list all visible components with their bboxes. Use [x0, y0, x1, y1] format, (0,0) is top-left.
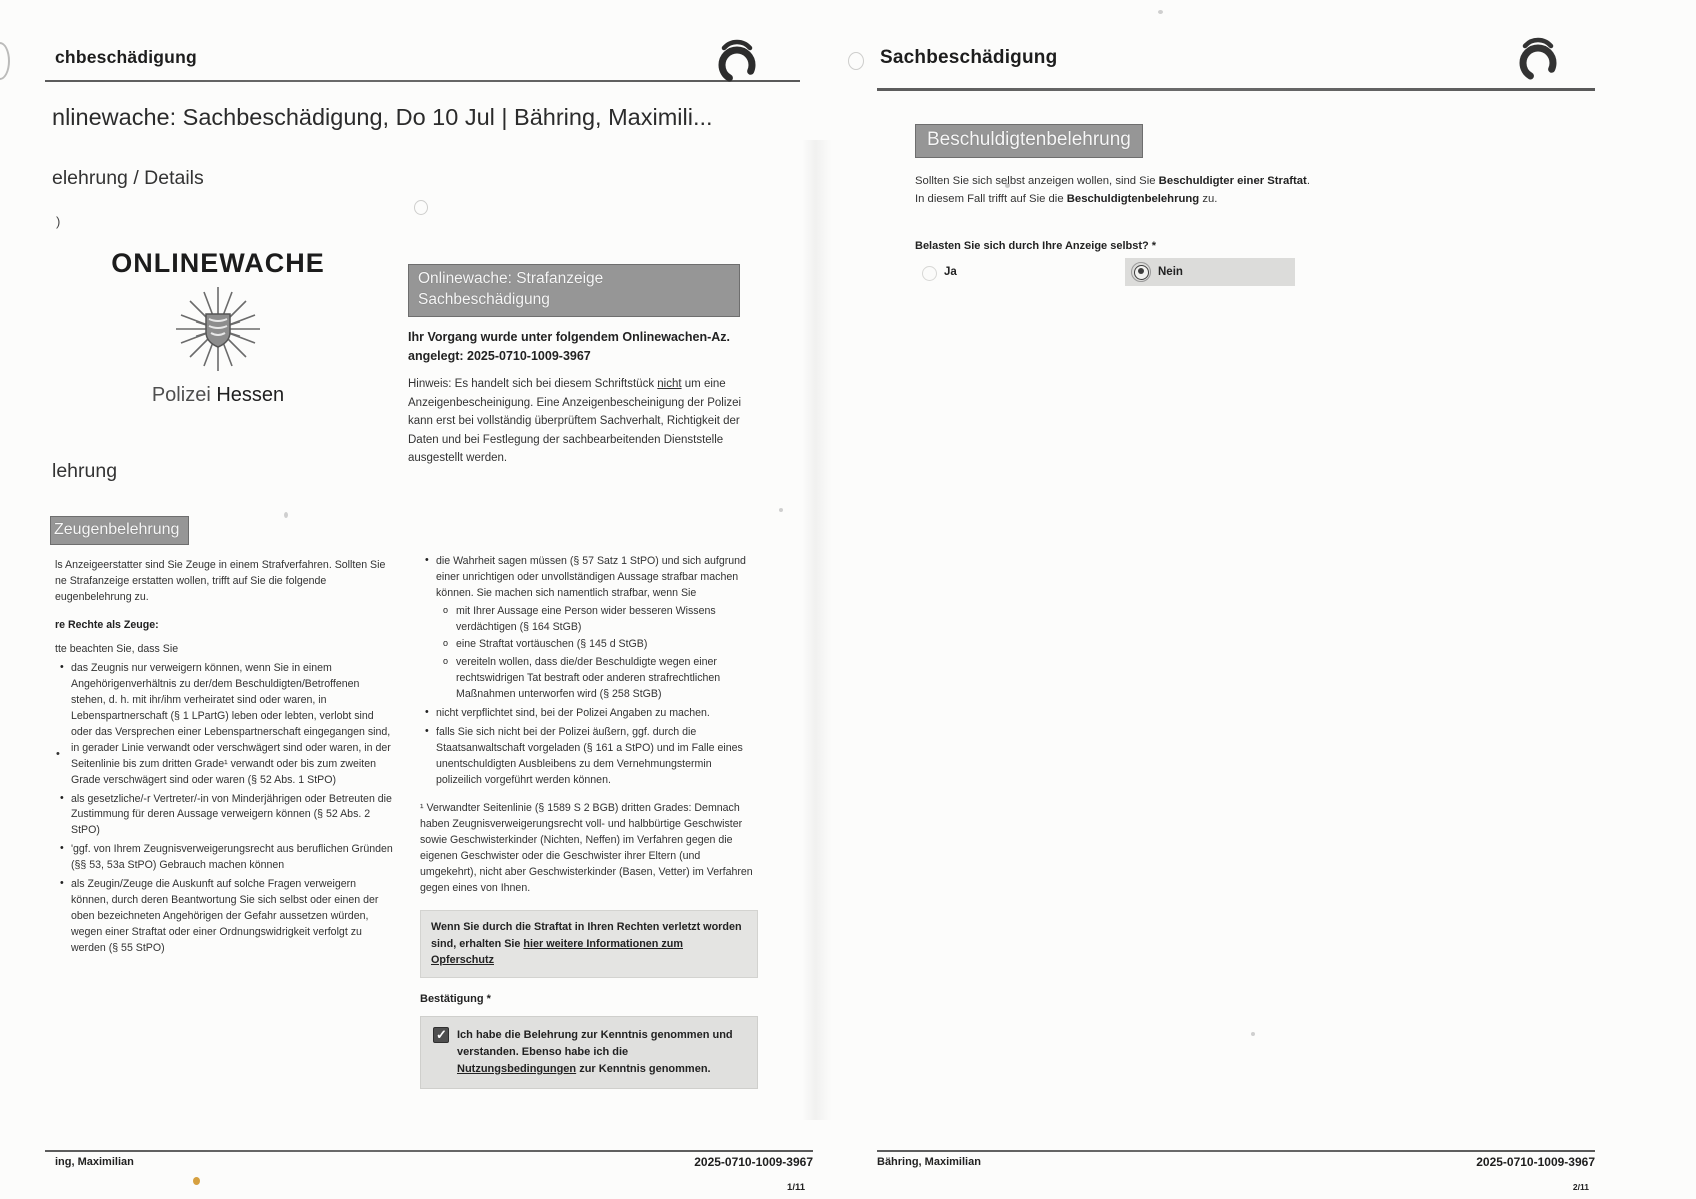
- bullet-item: • das Zeugnis nur verweigern können, wenn Sie in einem Angehörigenverhältnis zu der/dem Beschuldigten/Betroffenen stehen, d. h. mit ihr/ihm verheiratet sind oder waren, in Lebenspartnerschaft (§ 1 LPartG) leben oder lebten, verlobt sind oder das Versprechen einer Lebenspartnerschaft eingegangen sind, in gerader Linie verwandt oder verschwägert sind oder waren, in der Seitenlinie bis zum dritten Grade¹ verwandt oder bis zum zweiten Grade verschwägert sind oder waren (§ 52 Abs. 1 StPO): [71, 661, 395, 788]
- rights-heading: re Rechte als Zeuge:: [55, 618, 159, 631]
- accused-paragraph: Sollten Sie sich selbst anzeigen wollen, sind Sie Beschuldigter einer Straftat. In diesem Fall trifft auf Sie die Beschuldigtenbelehrung zu.: [915, 175, 1310, 206]
- breadcrumb-belehrung-details: elehrung / Details: [52, 167, 204, 189]
- witness-intro-line: ne Strafanzeige erstatten wollen, trifft auf Sie die folgende: [55, 574, 327, 587]
- sub-bullet-item: o vereiteln wollen, dass die/der Beschuldigte wegen einer rechtswidrigen Tat bestraft oder anderen strafrechtlichen Maßnahmen unterworfen wird (§ 258 StGB): [456, 655, 758, 703]
- radio-ja-label[interactable]: Ja: [944, 266, 957, 278]
- confirmation-box: [420, 1016, 758, 1089]
- sub-bullet-list: [436, 604, 758, 703]
- onlinewache-ring-icon: [1515, 34, 1561, 87]
- police-star-icon: [98, 281, 338, 382]
- note-line: tte beachten Sie, dass Sie: [55, 642, 179, 655]
- confirmation-text: Ich habe die Belehrung zur Kenntnis genommen und verstanden. Ebenso habe ich die Nutzungsbedingungen zur Kenntnis genommen.: [457, 1028, 733, 1075]
- radio-ja[interactable]: [922, 266, 937, 281]
- underlined-nicht: nicht: [657, 378, 682, 391]
- footnote-seitenlinie: ¹ Verwandter Seitenlinie (§ 1589 S 2 BGB) dritten Grades: Demnach haben Zeugnisverweigerungsrecht voll- und halbbürtige Geschwister sowie Geschwisterkinder (Nichten, Neffen) im Verfahren gegen die eigenen Geschwister oder die Geschwister ihrer Eltern (und umgekehrt), nicht aber Geschwisterkinder (Basen, Vetter) im Verfahren gegen eines von Ihnen.: [420, 802, 753, 894]
- witness-right-column: [420, 554, 758, 1089]
- terms-link[interactable]: Nutzungsbedingungen: [457, 1062, 577, 1075]
- radio-nein-group[interactable]: [1125, 258, 1295, 286]
- page-1: [0, 0, 820, 1199]
- witness-section-badge: Zeugenbelehrung: [50, 516, 189, 545]
- hint-paragraph: Hinweis: Es handelt sich bei diesem Schriftstück nicht um eine Anzeigenbescheinigung. Eine Anzeigenbescheinigung der Polizei kann erst bei vollständig überprüftem Sachverhalt, Richtigkeit der Daten und bei Festlegung der sachbearbeitenden Dienststelle ausgestellt werden.: [408, 378, 742, 464]
- case-title-badge: Onlinewache: Strafanzeige Sachbeschädigung: [408, 264, 740, 317]
- radio-nein-label[interactable]: Nein: [1158, 266, 1183, 278]
- footer-name: ing, Maximilian: [55, 1156, 134, 1168]
- sub-bullet-item: o eine Straftat vortäuschen (§ 145 d StGB): [456, 637, 758, 653]
- footer-name: Bähring, Maximilian: [877, 1156, 981, 1168]
- witness-left-column: [55, 558, 395, 959]
- page-2: [830, 0, 1696, 1199]
- onlinewache-ring-icon: [714, 36, 760, 89]
- brand-org: Polizei Hessen: [151, 384, 285, 406]
- stray-bullet: •: [56, 748, 60, 760]
- witness-right-bullet-list: [420, 554, 758, 788]
- case-reference: Ihr Vorgang wurde unter folgendem Onlinewachen-Az. angelegt: 2025-0710-1009-3967: [408, 329, 731, 363]
- header-rule: [45, 80, 800, 82]
- self-incrimination-question: Belasten Sie sich durch Ihre Anzeige selbst? *: [915, 240, 1157, 252]
- page-1-running-header: chbeschädigung: [55, 47, 197, 67]
- footer-case-number: 2025-0710-1009-3967: [1476, 1155, 1595, 1169]
- sub-bullet-item: o mit Ihrer Aussage eine Person wider besseren Wissens verdächtigen (§ 164 StGB): [456, 604, 758, 636]
- bullet-item: • als Zeugin/Zeuge die Auskunft auf solche Fragen verweigern können, durch deren Beantwortung Sie sich selbst oder einen der oben bezeichneten Angehörigen der Gefahr aussetzen würden, wegen einer Straftat oder einer Ordnungswidrigkeit verfolgt zu werden (§ 55 StPO): [71, 877, 395, 956]
- witness-intro-line: ls Anzeigeerstatter sind Sie Zeuge in einem Strafverfahren. Sollten Sie: [55, 559, 386, 571]
- section-heading-belehrung: lehrung: [52, 460, 118, 482]
- radio-nein-selected-icon[interactable]: [1134, 265, 1149, 280]
- stray-character: ): [56, 214, 61, 229]
- header-rule: [877, 88, 1595, 91]
- page-2-running-header: Sachbeschädigung: [880, 47, 1058, 68]
- victim-info-box: Wenn Sie durch die Straftat in Ihren Rechten verletzt worden sind, erhalten Sie hier weitere Informationen zum Opferschutz: [420, 910, 758, 978]
- bullet-item: • als gesetzliche/-r Vertreter/-in von Minderjährigen oder Betreuten die Zustimmung für deren Aussage verweigern können (§ 52 Abs. 2 StPO): [71, 792, 395, 840]
- witness-intro-line: eugenbelehrung zu.: [55, 590, 149, 603]
- footer-page-number: 2/11: [1572, 1182, 1589, 1192]
- footer-case-number: 2025-0710-1009-3967: [694, 1155, 813, 1169]
- case-column: [408, 264, 740, 467]
- witness-left-bullet-list: [55, 661, 395, 956]
- document-title: nlinewache: Sachbeschädigung, Do 10 Jul | Bähring, Maximili...: [52, 104, 713, 130]
- polizei-hessen-logo: [98, 248, 338, 407]
- bullet-item: • falls Sie sich nicht bei der Polizei äußern, ggf. durch die Staatsanwaltschaft vorgeladen (§ 161 a StPO) und im Falle eines unentschuldigten Ausbleibens zu dem Vernehmungstermin polizeilich vorgeführt werden können.: [436, 725, 758, 789]
- accused-section-badge: Beschuldigtenbelehrung: [915, 124, 1143, 158]
- confirmation-label: Bestätigung *: [420, 993, 491, 1006]
- bullet-item: • 'ggf. von Ihrem Zeugnisverweigerungsrecht aus beruflichen Gründen (§§ 53, 53a StPO) Gebrauch machen können: [71, 842, 395, 874]
- footer-page-number: 1/11: [787, 1182, 805, 1193]
- brand-wordmark: ONLINEWACHE: [111, 248, 325, 278]
- bullet-item: • nicht verpflichtet sind, bei der Polizei Angaben zu machen.: [436, 706, 758, 722]
- checked-checkbox-icon[interactable]: [433, 1027, 449, 1043]
- footer-rule: [45, 1150, 813, 1152]
- footer-rule: [877, 1150, 1595, 1152]
- bullet-item: • die Wahrheit sagen müssen (§ 57 Satz 1 StPO) und sich aufgrund einer unrichtigen oder unvollständigen Aussage strafbar machen können. Sie machen sich namentlich strafbar, wenn Sie o mit Ihrer Aussage eine Person wider besseren Wissens verdächtigen (§ 164 StGB) o eine Straftat vortäuschen (§ 145 d StGB) o vereiteln wollen, dass die/der Beschuldigte wegen einer rechtswidrigen Tat bestraft oder anderen strafrechtlichen Maßnahmen unterworfen wird (§ 258 StGB): [436, 554, 758, 703]
- victim-protection-link[interactable]: hier weitere Informationen zum Opferschutz: [431, 937, 683, 967]
